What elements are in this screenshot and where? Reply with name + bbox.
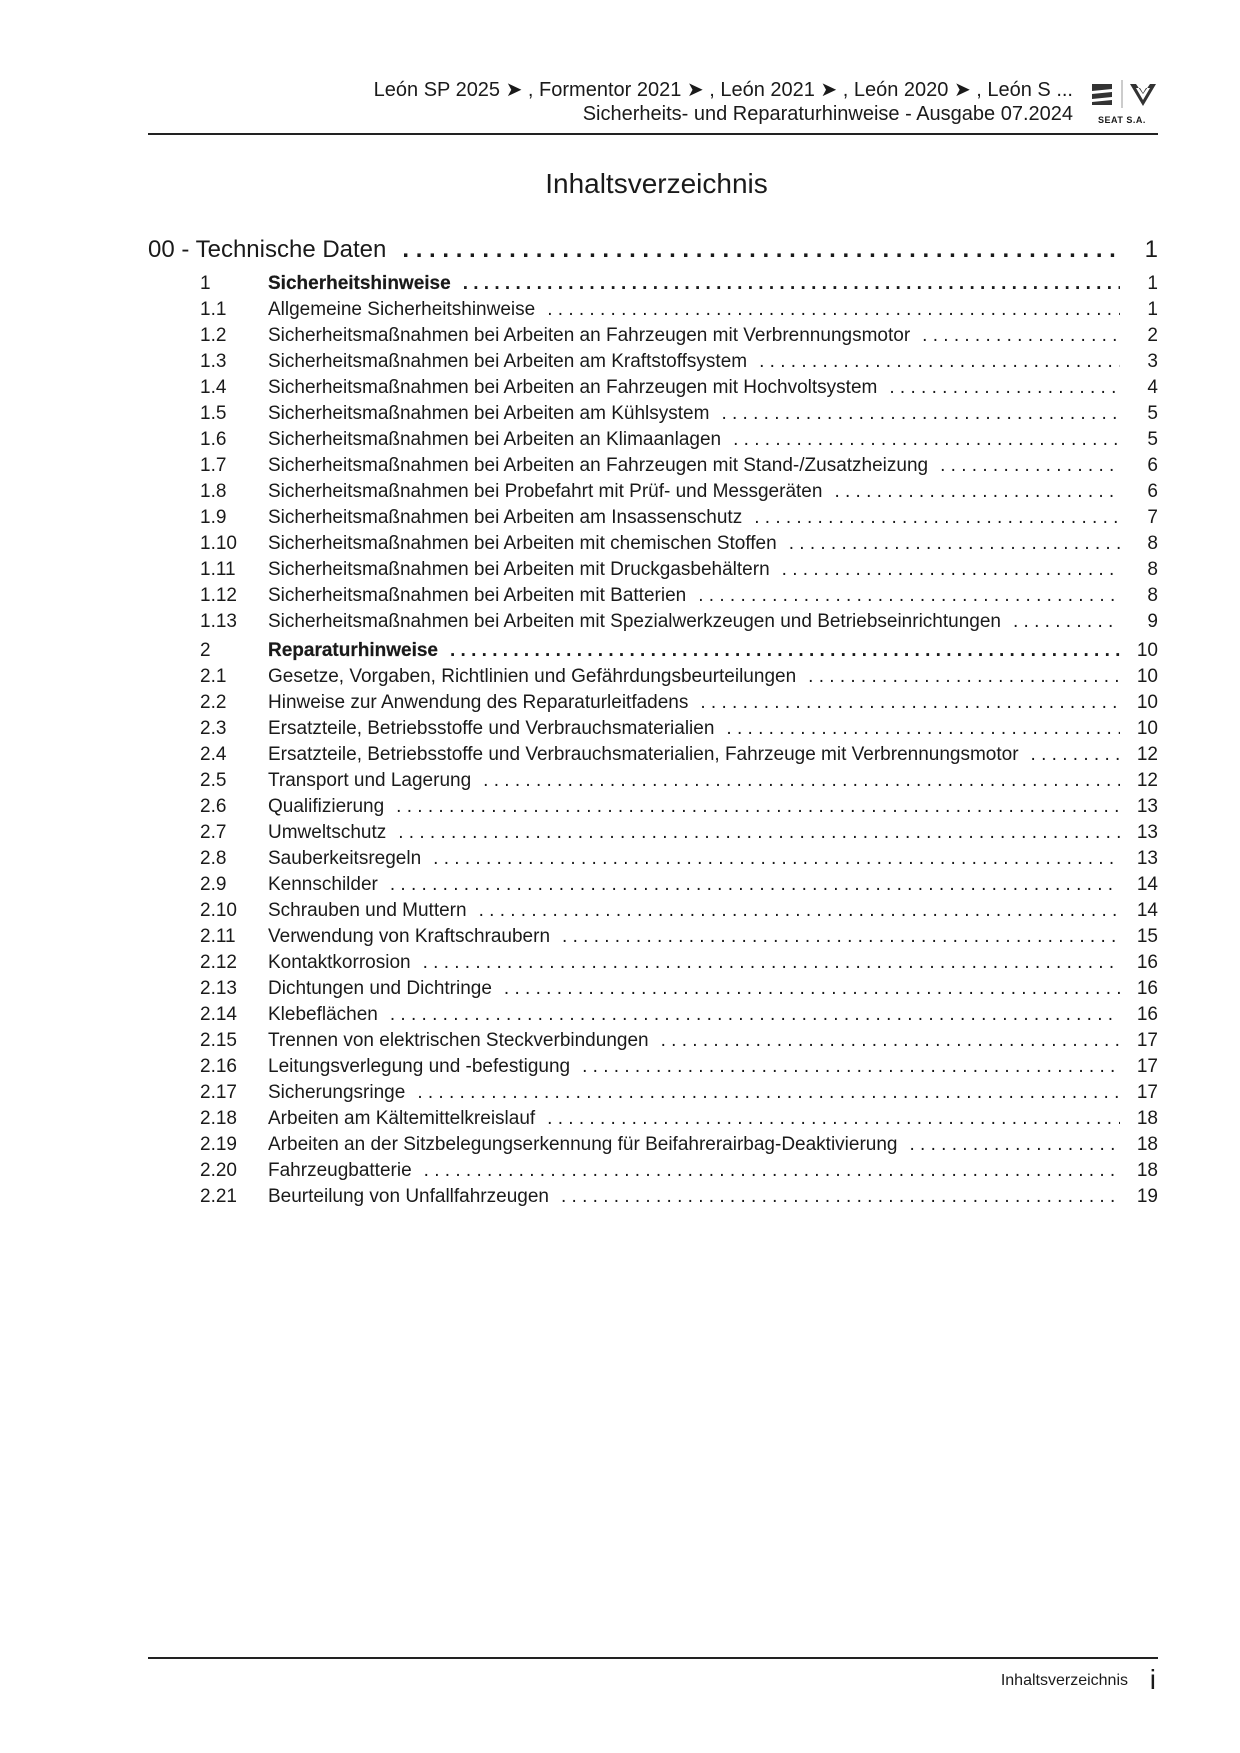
toc-entry-page: 5 [1147, 403, 1158, 424]
toc-entry-number: 1.9 [200, 507, 227, 528]
toc-dot-leader [562, 926, 1120, 948]
toc-entry-section[interactable] [148, 273, 1158, 299]
toc-entry-number: 2.13 [200, 978, 237, 999]
toc-dot-leader [661, 1030, 1120, 1052]
toc-entry-number: 2.7 [200, 822, 227, 843]
toc-dot-leader [1031, 744, 1120, 766]
toc-entry-sub[interactable] [148, 1186, 1158, 1212]
seat-cupra-logo [1088, 78, 1158, 134]
toc-entry-number: 1.1 [200, 299, 227, 320]
toc-entry-page: 16 [1136, 952, 1158, 973]
header-text [374, 78, 1073, 126]
toc-entry-page: 18 [1136, 1108, 1158, 1129]
toc-entry-page: 10 [1136, 692, 1158, 713]
toc-entry-title: Gesetze, Vorgaben, Richtlinien und Gefährdungsbeurteilungen [268, 666, 797, 687]
toc-entry-number: 2.20 [200, 1160, 237, 1181]
toc-entry-title: Sicherheitsmaßnahmen bei Arbeiten an Fahrzeugen mit Verbrennungsmotor [268, 325, 911, 346]
toc-entry-page: 1 [1147, 273, 1158, 294]
toc-entry-number: 2.18 [200, 1108, 237, 1129]
toc-entry-sub[interactable] [148, 481, 1158, 507]
toc-entry-sub[interactable] [148, 1030, 1158, 1056]
toc-entry-title: Ersatzteile, Betriebsstoffe und Verbrauchsmaterialien [268, 718, 715, 739]
toc-entry-number: 2.1 [200, 666, 227, 687]
toc-dot-leader [582, 1056, 1120, 1078]
toc-entry-page: 15 [1136, 926, 1158, 947]
toc-entry-page: 1 [1147, 299, 1158, 320]
toc-entry-title: Beurteilung von Unfallfahrzeugen [268, 1186, 549, 1207]
toc-entry-page: 3 [1147, 351, 1158, 372]
toc-entry-chapter[interactable] [148, 236, 1158, 270]
toc-entry-sub[interactable] [148, 1108, 1158, 1134]
toc-dot-leader [733, 429, 1120, 451]
toc-entry-number: 2.19 [200, 1134, 237, 1155]
toc-dot-leader [423, 952, 1120, 974]
page-title: Inhaltsverzeichnis [545, 168, 768, 199]
toc-dot-leader [940, 455, 1120, 477]
toc-entry-number: 2.16 [200, 1056, 237, 1077]
toc-entry-page: 7 [1147, 507, 1158, 528]
toc-entry-number: 2.2 [200, 692, 227, 713]
toc-dot-leader [390, 874, 1120, 896]
toc-dot-leader [547, 1108, 1120, 1130]
toc-entry-number: 1.3 [200, 351, 227, 372]
toc-entry-number: 2.5 [200, 770, 227, 791]
toc-dot-leader [834, 481, 1120, 503]
toc-entry-number: 2.10 [200, 900, 237, 921]
toc-dot-leader [450, 640, 1120, 662]
page-header [148, 78, 1158, 134]
toc-entry-sub[interactable] [148, 299, 1158, 325]
toc-entry-page: 10 [1136, 666, 1158, 687]
toc-entry-sub[interactable] [148, 900, 1158, 926]
toc-entry-title: Arbeiten am Kältemittelkreislauf [268, 1108, 536, 1129]
toc-entry-title: Sicherheitsmaßnahmen bei Arbeiten am Kühlsystem [268, 403, 710, 424]
toc-entry-title: Sicherheitsmaßnahmen bei Arbeiten mit chemischen Stoffen [268, 533, 777, 554]
toc-entry-number: 1.10 [200, 533, 237, 554]
toc-entry-page: 13 [1136, 796, 1158, 817]
toc-entry-page: 16 [1136, 978, 1158, 999]
toc-entry-sub[interactable] [148, 822, 1158, 848]
toc-entry-number: 2.14 [200, 1004, 237, 1025]
toc-entry-page: 1 [1144, 236, 1158, 263]
toc-entry-sub[interactable] [148, 429, 1158, 455]
toc-dot-leader [721, 403, 1120, 425]
toc-dot-leader [479, 900, 1120, 922]
table-of-contents [148, 236, 1158, 1212]
toc-entry-title: Sicherheitshinweise [268, 273, 451, 294]
toc-entry-title: Sicherheitsmaßnahmen bei Probefahrt mit Prüf- und Messgeräten [268, 481, 823, 502]
toc-entry-page: 6 [1147, 481, 1158, 502]
toc-dot-leader [396, 796, 1120, 818]
toc-entry-sub[interactable] [148, 1004, 1158, 1030]
toc-entry-sub[interactable] [148, 1160, 1158, 1186]
toc-entry-sub[interactable] [148, 533, 1158, 559]
toc-dot-leader [561, 1186, 1120, 1208]
toc-entry-title: Arbeiten an der Sitzbelegungserkennung für Beifahrerairbag-Deaktivierung [268, 1134, 898, 1155]
toc-entry-page: 8 [1147, 585, 1158, 606]
toc-entry-sub[interactable] [148, 559, 1158, 585]
toc-entry-section[interactable] [148, 640, 1158, 666]
toc-entry-sub[interactable] [148, 952, 1158, 978]
toc-entry-number: 2.12 [200, 952, 237, 973]
toc-entry-sub[interactable] [148, 611, 1158, 637]
toc-dot-leader [390, 1004, 1120, 1026]
toc-entry-title: Sicherheitsmaßnahmen bei Arbeiten mit Batterien [268, 585, 687, 606]
toc-dot-leader [789, 533, 1120, 555]
toc-entry-page: 14 [1136, 874, 1158, 895]
toc-entry-page: 5 [1147, 429, 1158, 450]
toc-dot-leader [547, 299, 1120, 321]
toc-entry-number: 2.9 [200, 874, 227, 895]
toc-entry-title: Transport und Lagerung [268, 770, 472, 791]
toc-entry-sub[interactable] [148, 377, 1158, 403]
toc-entry-number: 2 [200, 640, 211, 661]
toc-entry-title: Schrauben und Muttern [268, 900, 467, 921]
toc-dot-leader [922, 325, 1120, 347]
toc-entry-title: Sicherheitsmaßnahmen bei Arbeiten mit Druckgasbehältern [268, 559, 770, 580]
toc-entry-title: Sicherheitsmaßnahmen bei Arbeiten am Kraftstoffsystem [268, 351, 748, 372]
footer-label: Inhaltsverzeichnis [1000, 1672, 1128, 1689]
toc-entry-number: 2.8 [200, 848, 227, 869]
toc-entry-title: Sicherheitsmaßnahmen bei Arbeiten am Insassenschutz [268, 507, 743, 528]
toc-entry-number: 1.5 [200, 403, 227, 424]
toc-entry-title: Sicherheitsmaßnahmen bei Arbeiten an Klimaanlagen [268, 429, 722, 450]
toc-entry-title: Ersatzteile, Betriebsstoffe und Verbrauchsmaterialien, Fahrzeuge mit Verbrennungsmotor [268, 744, 1019, 765]
toc-entry-title: Dichtungen und Dichtringe [268, 978, 492, 999]
toc-entry-number: 1.2 [200, 325, 227, 346]
toc-entry-title: Sicherungsringe [268, 1082, 406, 1103]
toc-entry-sub[interactable] [148, 1056, 1158, 1082]
toc-dot-leader [1013, 611, 1120, 633]
toc-dot-leader [504, 978, 1120, 1000]
toc-dot-leader [398, 822, 1120, 844]
toc-entry-number: 1.6 [200, 429, 227, 450]
toc-entry-number: 1.4 [200, 377, 227, 398]
toc-entry-number: 1 [200, 273, 211, 294]
toc-entry-number: 1.12 [200, 585, 237, 606]
toc-entry-page: 19 [1136, 1186, 1158, 1207]
footer-page-number: i [1149, 1664, 1156, 1695]
header-document-title: Sicherheits- und Reparaturhinweise - Ausgabe 07.2024 [582, 103, 1073, 125]
toc-entry-title: Kennschilder [268, 874, 378, 895]
toc-entry-number: 2.21 [200, 1186, 237, 1207]
toc-entry-sub[interactable] [148, 978, 1158, 1004]
toc-entry-title: Reparaturhinweise [268, 640, 438, 661]
toc-entry-sub[interactable] [148, 507, 1158, 533]
toc-entry-page: 12 [1136, 744, 1158, 765]
toc-entry-page: 17 [1136, 1030, 1158, 1051]
brand-logo-icon [1088, 78, 1158, 114]
toc-entry-sub[interactable] [148, 718, 1158, 744]
toc-entry-sub[interactable] [148, 666, 1158, 692]
toc-entry-number: 1.7 [200, 455, 227, 476]
toc-entry-page: 10 [1136, 640, 1158, 661]
toc-entry-sub[interactable] [148, 692, 1158, 718]
toc-entry-page: 17 [1136, 1056, 1158, 1077]
toc-entry-title: Allgemeine Sicherheitshinweise [268, 299, 536, 320]
toc-entry-page: 18 [1136, 1160, 1158, 1181]
toc-entry-sub[interactable] [148, 796, 1158, 822]
toc-dot-leader [759, 351, 1120, 373]
toc-entry-page: 18 [1136, 1134, 1158, 1155]
toc-entry-sub[interactable] [148, 744, 1158, 770]
toc-dot-leader [889, 377, 1120, 399]
toc-entry-sub[interactable] [148, 585, 1158, 611]
toc-entry-page: 17 [1136, 1082, 1158, 1103]
toc-entry-page: 10 [1136, 718, 1158, 739]
toc-entry-page: 9 [1147, 611, 1158, 632]
toc-dot-leader [424, 1160, 1120, 1182]
toc-dot-leader [433, 848, 1120, 870]
toc-entry-sub[interactable] [148, 926, 1158, 952]
toc-entry-page: 6 [1147, 455, 1158, 476]
toc-entry-page: 16 [1136, 1004, 1158, 1025]
toc-dot-leader [483, 770, 1120, 792]
toc-entry-page: 8 [1147, 559, 1158, 580]
toc-entry-title: Leitungsverlegung und -befestigung [268, 1056, 571, 1077]
toc-dot-leader [463, 273, 1120, 295]
toc-entry-sub[interactable] [148, 455, 1158, 481]
toc-entry-sub[interactable] [148, 351, 1158, 377]
toc-entry-page: 13 [1136, 848, 1158, 869]
toc-entry-title: Sicherheitsmaßnahmen bei Arbeiten an Fahrzeugen mit Stand-/Zusatzheizung [268, 455, 929, 476]
toc-entry-page: 12 [1136, 770, 1158, 791]
toc-entry-title: Hinweise zur Anwendung des Reparaturleitfadens [268, 692, 689, 713]
toc-entry-page: 13 [1136, 822, 1158, 843]
toc-entry-number: 2.15 [200, 1030, 237, 1051]
toc-dot-leader [782, 559, 1120, 581]
toc-dot-leader [698, 585, 1120, 607]
toc-dot-leader [417, 1082, 1120, 1104]
toc-entry-number: 2.6 [200, 796, 227, 817]
toc-entry-title: Umweltschutz [268, 822, 387, 843]
toc-dot-leader [700, 692, 1120, 714]
toc-entry-title: Sicherheitsmaßnahmen bei Arbeiten mit Spezialwerkzeugen und Betriebseinrichtungen [268, 611, 1001, 632]
toc-entry-title: Klebeflächen [268, 1004, 378, 1025]
toc-entry-title: Qualifizierung [268, 796, 385, 817]
toc-entry-title: Fahrzeugbatterie [268, 1160, 412, 1181]
toc-entry-number: 2.11 [200, 926, 236, 947]
toc-entry-number: 2.4 [200, 744, 227, 765]
toc-entry-title: 00 - Technische Daten [148, 236, 387, 263]
toc-entry-title: Trennen von elektrischen Steckverbindungen [268, 1030, 649, 1051]
toc-entry-number: 2.3 [200, 718, 227, 739]
toc-dot-leader [910, 1134, 1121, 1156]
toc-dot-leader [808, 666, 1120, 688]
toc-entry-number: 1.11 [200, 559, 236, 580]
toc-entry-number: 1.8 [200, 481, 227, 502]
toc-entry-sub[interactable] [148, 1134, 1158, 1160]
header-divider [148, 133, 1158, 135]
toc-entry-sub[interactable] [148, 874, 1158, 900]
toc-entry-page: 4 [1147, 377, 1158, 398]
header-models: León SP 2025 ➤ , Formentor 2021 ➤ , León 2021 ➤ , León 2020 ➤ , León S ... [373, 79, 1073, 101]
toc-entry-number: 1.13 [200, 611, 237, 632]
logo-company-name: SEAT S.A. [1098, 115, 1146, 125]
toc-entry-page: 8 [1147, 533, 1158, 554]
toc-entry-title: Sicherheitsmaßnahmen bei Arbeiten an Fahrzeugen mit Hochvoltsystem [268, 377, 878, 398]
footer-divider [148, 1657, 1158, 1659]
toc-entry-page: 14 [1136, 900, 1158, 921]
toc-entry-title: Verwendung von Kraftschraubern [268, 926, 551, 947]
toc-entry-sub[interactable] [148, 325, 1158, 351]
toc-dot-leader [402, 236, 1120, 264]
toc-entry-sub[interactable] [148, 1082, 1158, 1108]
toc-entry-sub[interactable] [148, 770, 1158, 796]
toc-dot-leader [726, 718, 1120, 740]
toc-entry-page: 2 [1147, 325, 1158, 346]
toc-entry-title: Sauberkeitsregeln [268, 848, 422, 869]
toc-dot-leader [754, 507, 1120, 529]
toc-entry-title: Kontaktkorrosion [268, 952, 411, 973]
toc-entry-number: 2.17 [200, 1082, 237, 1103]
toc-entry-sub[interactable] [148, 848, 1158, 874]
toc-entry-sub[interactable] [148, 403, 1158, 429]
